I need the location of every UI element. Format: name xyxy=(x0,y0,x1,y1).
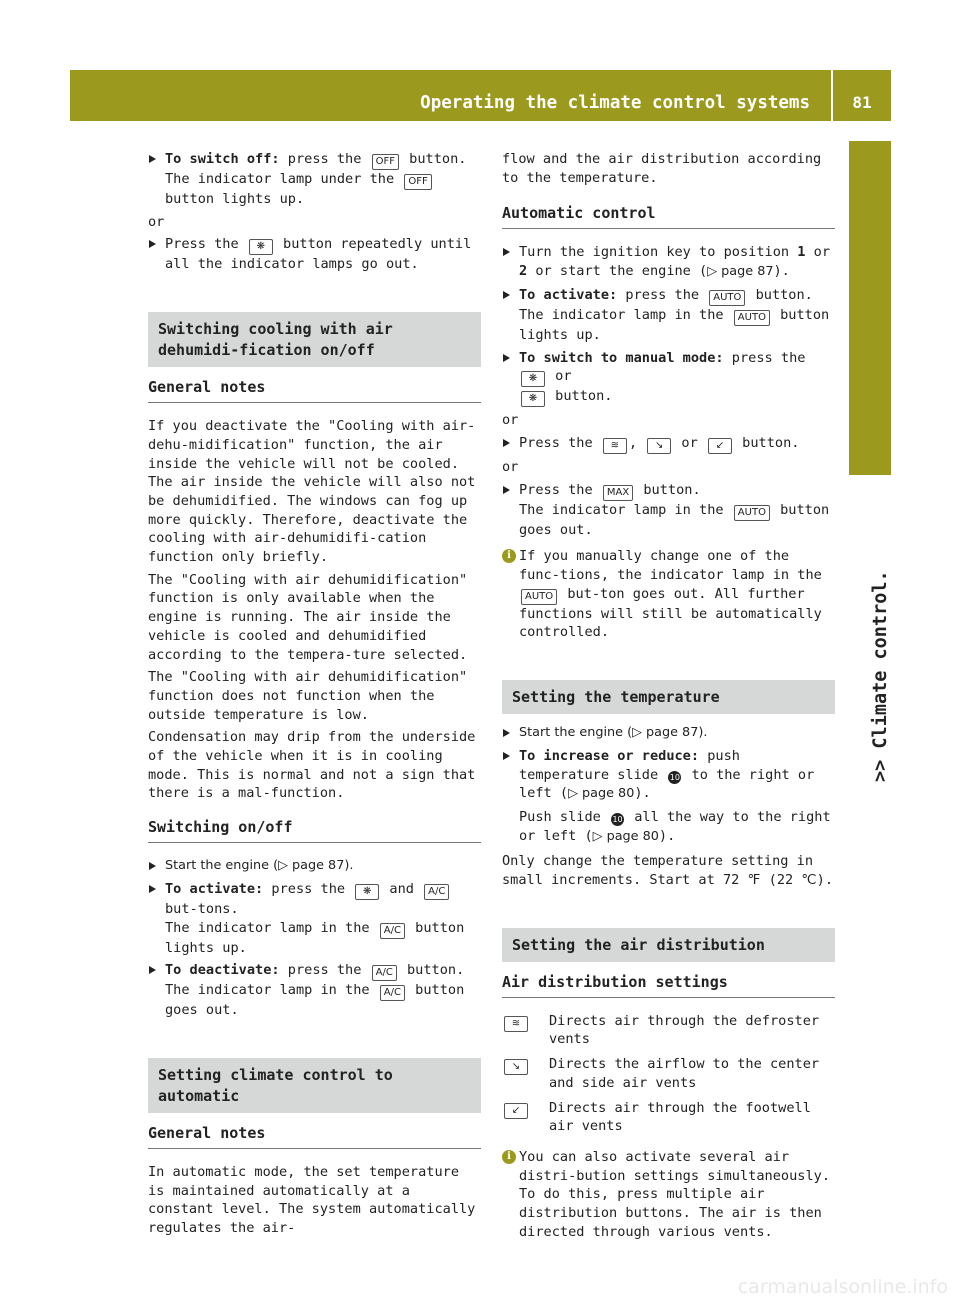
right-column xyxy=(502,150,835,1246)
page-number: 81 xyxy=(852,93,872,112)
heading-general-notes: General notes xyxy=(148,377,481,403)
step-start-engine: Start the engine (▷ page 87). xyxy=(148,857,481,876)
auto-button-icon: AUTO xyxy=(521,589,557,605)
paragraph: flow and the air distribution according to the temperature. xyxy=(502,151,822,186)
step-press-repeat: Press the ❋ button repeatedly until all the indicator lamps go out. xyxy=(148,235,481,274)
step-deactivate: To deactivate: press the A/C button. The indicator lamp in the A/C button goes out. xyxy=(148,961,481,1020)
step-activate-auto: To activate: press the AUTO button. The indicator lamp in the AUTO button lights up. xyxy=(502,286,835,345)
or-text: or xyxy=(148,213,165,230)
climate-icon: ❋ xyxy=(521,371,545,387)
footwell-icon: ↙ xyxy=(504,1103,528,1119)
step-start-engine: Start the engine (▷ page 87). xyxy=(502,724,835,743)
step-press-distribution: Press the ≋ , ↘ or ↙ button. xyxy=(502,434,835,454)
footwell-icon: ↙ xyxy=(708,438,732,454)
header-title: Operating the climate control systems xyxy=(420,93,810,113)
heading-general-notes-2: General notes xyxy=(148,1123,481,1149)
center-vent-icon: ↘ xyxy=(647,438,671,454)
off-button-icon: OFF xyxy=(404,174,431,190)
distribution-row: ↙ Directs air through the footwell air vents xyxy=(502,1099,835,1136)
max-defrost-icon: MAX xyxy=(603,485,633,501)
section-bar-air-distribution: Setting the air distribution xyxy=(502,928,835,962)
step-press-max: Press the MAX button. The indicator lamp in the AUTO button goes out. xyxy=(502,481,835,540)
distribution-row: ≋ Directs air through the defroster vents xyxy=(502,1012,835,1049)
auto-button-icon: AUTO xyxy=(734,310,770,326)
heading-automatic-control: Automatic control xyxy=(502,203,835,229)
fan-icon: ❋ xyxy=(249,239,273,255)
info-note: i You can also activate several air distri-bution settings simultaneously. To do this, press multiple air distribution buttons. The air is then directed through various vents. xyxy=(502,1148,835,1242)
ac-button-icon: A/C xyxy=(380,923,405,939)
auto-button-icon: AUTO xyxy=(709,290,745,306)
heading-distribution-settings: Air distribution settings xyxy=(502,972,835,998)
step-activate: To activate: press the ❋ and A/C but-tons. The indicator lamp in the A/C button lights up. xyxy=(148,880,481,957)
section-bar-cooling: Switching cooling with air dehumidi-fication on/off xyxy=(148,312,481,367)
chapter-tab xyxy=(849,141,891,475)
step-manual-mode: To switch to manual mode: press the ❋ or ❋ button. xyxy=(502,349,835,408)
step-push-slide: Push slide 10 all the way to the right or left (▷ page 80). xyxy=(519,808,831,844)
paragraph: If you deactivate the "Cooling with air-dehu-midification" function, the air inside the vehicle will not be cooled. The air inside the vehicle will also not be dehumidified. The windows can fog up more quickly. Therefore, deactivate the cooling with air-dehumidifi-cation function only briefly. xyxy=(148,418,476,566)
chapter-label-box xyxy=(848,482,892,782)
step-switch-off: To switch off: press the OFF button. The indicator lamp under the OFF button lights up. xyxy=(148,150,481,209)
page-header xyxy=(70,70,891,121)
center-vent-icon: ↘ xyxy=(504,1059,528,1075)
left-column xyxy=(148,150,481,1242)
watermark: carmanualsonline.info xyxy=(737,1276,948,1298)
or-text: or xyxy=(502,412,519,429)
paragraph: Only change the temperature setting in small increments. Start at 72 ℉ (22 ℃). xyxy=(502,853,834,889)
step-ignition: Turn the ignition key to position 1 or 2 or start the engine (▷ page 87). xyxy=(502,243,835,281)
section-bar-temperature: Setting the temperature xyxy=(502,680,835,714)
off-button-icon: OFF xyxy=(372,154,399,170)
ac-button-icon: A/C xyxy=(424,884,449,900)
info-note: i If you manually change one of the func-tions, the indicator lamp in the AUTO but-ton goes out. All further functions will still be automatically controlled. xyxy=(502,547,835,642)
climate-icon: ❋ xyxy=(355,884,379,900)
chapter-label: >> Climate control. xyxy=(870,570,891,782)
slide-number-icon: 10 xyxy=(612,814,623,824)
fan-icon: ❋ xyxy=(521,391,545,407)
info-icon: i xyxy=(502,549,516,563)
paragraph: The "Cooling with air dehumidification" function does not function when the outside temperature is low. xyxy=(148,669,468,723)
or-text: or xyxy=(502,458,519,475)
step-increase-reduce: To increase or reduce: push temperature slide 10 to the right or left (▷ page 80). xyxy=(502,747,835,804)
distribution-row: ↘ Directs the airflow to the center and side air vents xyxy=(502,1055,835,1092)
info-icon: i xyxy=(502,1150,516,1164)
ac-button-icon: A/C xyxy=(380,985,405,1001)
slide-number-icon: 10 xyxy=(669,772,680,782)
defrost-icon: ≋ xyxy=(504,1016,528,1032)
paragraph: In automatic mode, the set temperature is maintained automatically at a constant level. The system automatically regulates the air- xyxy=(148,1163,476,1237)
defrost-icon: ≋ xyxy=(603,438,627,454)
ac-button-icon: A/C xyxy=(372,965,397,981)
auto-button-icon: AUTO xyxy=(734,505,770,521)
paragraph: The "Cooling with air dehumidification" function is only available when the engine is running. The air inside the vehicle is cooled and dehumidified according to the tempera-ture selected. xyxy=(148,571,468,663)
section-bar-automatic: Setting climate control to automatic xyxy=(148,1058,481,1113)
heading-switching: Switching on/off xyxy=(148,817,481,843)
paragraph: Condensation may drip from the underside of the vehicle when it is in cooling mode. This is normal and not a sign that there is a mal-function. xyxy=(148,729,476,802)
